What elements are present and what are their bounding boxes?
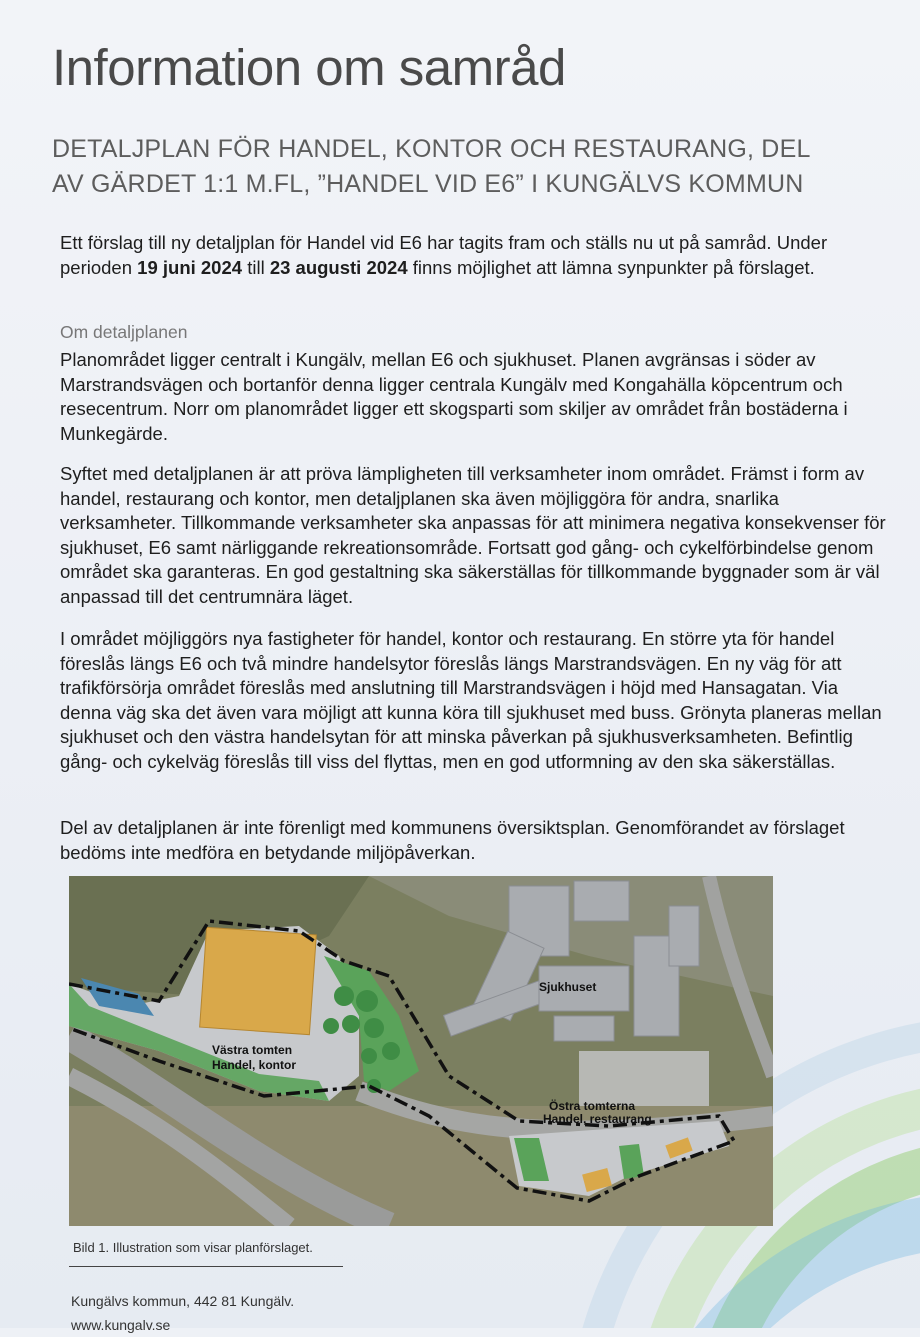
date-end: 23 augusti 2024: [269, 256, 408, 278]
paragraph-text: Planområdet ligger centralt i Kungälv, mellan E6 och sjukhuset. Planen avgränsas i söder av Marstrandsvägen och bortanför denna ligger centrala Kungälv med Kongahälla köpcentrum och resecentrum. Norr om planområdet ligger ett skogsparti som skiljer av området från bostäderna i Munkegärde.: [60, 349, 848, 444]
intro-text: finns möjlighet att lämna synpunkter på förslaget.: [407, 256, 815, 278]
paragraph-text: Del av detaljplanen är inte förenligt med kommunens översiktsplan. Genomförandet av förslaget bedöms inte medföra en betydande miljöpåverkan.: [60, 817, 845, 863]
intro-paragraph: [60, 231, 890, 280]
plan-subtitle: [52, 132, 882, 202]
paragraph-text: Syftet med detaljplanen är att pröva lämpligheten till verksamheter inom området. Främst i form av handel, restaurang och kontor, men detaljplanen ska även möjliggöra för andra, snarlika verksamheter. Tillkommande verksamheter ska anpassas för att minimera negativa konsekvenser för sjukhuset, E6 samt närliggande rekreationsområde. Fortsatt god gång- och cykelförbindelse genom området ska garanteras. En god gestaltning ska säkerställas för tillkommande byggnader som är väl anpassad till det centrumnära läget.: [60, 463, 886, 607]
figure-caption: Bild 1. Illustration som visar planförslaget.: [73, 1240, 313, 1255]
subtitle-line: AV GÄRDET 1:1 M.FL, ”HANDEL VID E6” I KUNGÄLVS KOMMUN: [52, 170, 804, 198]
section-heading: Om detaljplanen: [60, 322, 188, 342]
body-paragraph: [60, 627, 890, 774]
map-label-east-2: Handel, restaurang: [543, 1112, 652, 1126]
map-label-west-1: Västra tomten: [212, 1043, 293, 1057]
intro-text: till: [242, 256, 270, 278]
map-label-hospital: Sjukhuset: [539, 980, 597, 994]
page-title: Information om samråd: [52, 39, 566, 96]
body-paragraph: [60, 462, 890, 609]
date-start: 19 juni 2024: [137, 256, 243, 278]
body-paragraph: [60, 348, 890, 446]
body-paragraph: [60, 816, 890, 865]
map-label-east-1: Östra tomterna: [549, 1099, 636, 1113]
subtitle-line: DETALJPLAN FÖR HANDEL, KONTOR OCH RESTAURANG, DEL: [52, 135, 811, 163]
intro-text: Ett förslag till ny detaljplan för Handel vid E6 har tagits fram och ställs nu ut på samråd. Under perioden: [60, 232, 828, 278]
map-label-west-2: Handel, kontor: [212, 1058, 297, 1072]
plan-illustration-map: [69, 876, 773, 1226]
footer-divider: [69, 1266, 343, 1267]
footer-address: Kungälvs kommun, 442 81 Kungälv.: [71, 1293, 295, 1309]
footer: [71, 1289, 294, 1337]
paragraph-text: I området möjliggörs nya fastigheter för handel, kontor och restaurang. En större yta för handel föreslås längs E6 och två mindre handelsytor föreslås längs Marstrandsvägen. En ny väg för att trafikförsörja området föreslås med anslutning till Marstrandsvägen i höjd med Hansagatan. Via denna väg ska det även vara möjligt att kunna köra till sjukhuset med buss. Grönyta planeras mellan sjukhuset och den västra handelsytan för att minska påverkan på sjukhusverksamheten. Befintlig gång- och cykelväg föreslås till viss del flyttas, men en god utformning av den ska säkerställas.: [60, 628, 882, 772]
footer-website-link[interactable]: www.kungalv.se: [71, 1317, 171, 1333]
